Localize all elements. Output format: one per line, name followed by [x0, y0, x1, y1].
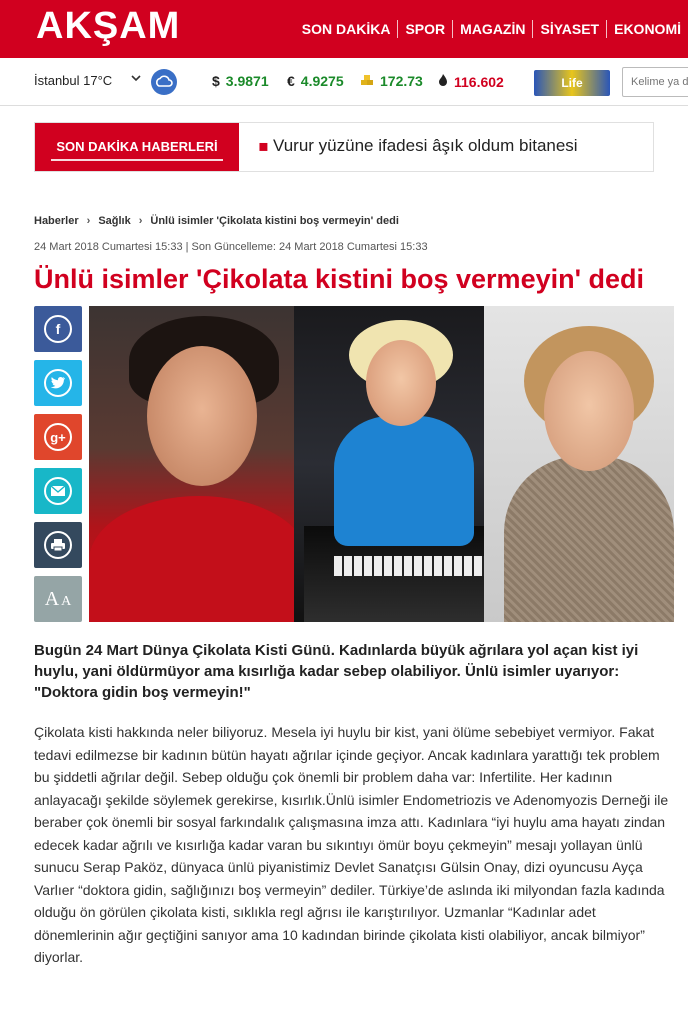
breadcrumb-saglik[interactable]: Sağlık: [98, 215, 131, 227]
article-body: Çikolata kisti hakkında neler biliyoruz. Mesela iyi huylu bir kist, yani ölüme sebebiyet vermiyor. Fakat tedavi edilmezse bir kadının bütün hayatı ağrılar içinde geçiyor. Ancak kadınlara yarattığı tek problem bu şiddetli ağrılar değil. Sebep olduğu çok önemli bir problem daha var: Infertilite. Her kadının anlayacağı şekilde söylemek gerekirse, kısırlık.Ünlü isimler Endometriozis ve Adenomyozis Derneği ile beraber çok önemli bir sosyal farkındalık çalışmasına imza attı. Kadınlara “iyi huylu ama hayatı zindan edecek kadar ağrılı ve kısırlığa kadar varan bu sıkıntıyı ömür boyu çekmeyin” mesajı yollayan ünlü sunucu Serap Paköz, dünyaca ünlü piyanistimiz Devlet Sanatçısı Gülsin Onay, dizi oyuncusu Ayça Varlıer “doktora gidin, sağlığınızı boş vermeyin” dediler. Türkiye’de aslında iki milyondan fazla kadında olduğu ön görülen çikolata kisti, sıklıkla regl ağrısı ile karıştırılıyor. Uzmanlar “Kadınlar adet dönemlerinin ağır geçtiğini sanıyor ama 10 kadından birinde çikolata kisti olabiliyor, ancak bilmiyor” diyorlar.: [34, 724, 669, 965]
share-facebook-button[interactable]: [34, 306, 82, 352]
photo-panel-middle: [294, 306, 504, 622]
share-email-button[interactable]: [34, 468, 82, 514]
nav-siyaset[interactable]: SİYASET: [532, 20, 606, 38]
nav-ekonomi[interactable]: EKONOMİ: [606, 20, 688, 38]
font-size-small: A: [61, 593, 72, 609]
breadcrumb: [34, 215, 399, 227]
share-googleplus-button[interactable]: [34, 414, 82, 460]
font-size-button[interactable]: [34, 576, 82, 622]
face-shape: [147, 346, 257, 486]
sweater-shape: [504, 456, 674, 622]
breadcrumb-current[interactable]: Ünlü isimler 'Çikolata kistini boş vermeyin' dedi: [150, 215, 399, 227]
top-header: [0, 0, 688, 58]
dollar-icon: $: [212, 73, 220, 89]
gold-icon: [360, 73, 374, 89]
bullet-icon: ▪: [258, 136, 269, 155]
article-hero-image: [89, 306, 674, 622]
breadcrumb-separator-icon: ›: [86, 215, 91, 227]
print-button[interactable]: [34, 522, 82, 568]
nav-son-dakika[interactable]: SON DAKİKA: [301, 21, 391, 37]
breaking-news-label[interactable]: SON DAKİKA HABERLERİ: [35, 123, 239, 171]
font-size-large: A: [44, 587, 60, 610]
red-dress-shape: [89, 496, 309, 622]
euro-value: 4.9275: [300, 73, 344, 89]
search-input[interactable]: [622, 67, 688, 97]
gold-value: 172.73: [380, 73, 423, 89]
article-lead: Bugün 24 Mart Dünya Çikolata Kisti Günü. Kadınlarda büyük ağrılara yol açan kist iyi huylu, yani öldürmüyor ama kısırlığa kadar sebep olabiliyor. Ünlü isimler uyarıyor: "Doktora gidin boş vermeyin!": [34, 642, 639, 701]
euro-icon: €: [287, 73, 295, 89]
bist-rate: [438, 73, 504, 90]
face-shape: [366, 340, 436, 426]
photo-panel-left: [89, 306, 319, 622]
dollar-rate: [212, 73, 269, 89]
dollar-value: 3.9871: [225, 73, 269, 89]
font-size-icon: [45, 588, 72, 611]
twitter-icon: [44, 369, 72, 397]
weather-city: İstanbul 17°C: [34, 73, 113, 88]
euro-rate: [287, 73, 344, 89]
info-bar: [0, 58, 688, 106]
gold-rate: [360, 73, 423, 89]
nav-spor[interactable]: SPOR: [397, 20, 452, 38]
life-banner[interactable]: Life: [534, 70, 610, 96]
photo-panel-right: [484, 306, 674, 622]
breaking-news-bar: [34, 122, 654, 172]
cloud-icon[interactable]: [151, 69, 177, 95]
print-icon: [44, 531, 72, 559]
main-nav: [295, 0, 688, 58]
bist-value: 116.602: [454, 74, 504, 90]
site-logo[interactable]: AKŞAM: [36, 5, 181, 47]
nav-magazin[interactable]: MAGAZİN: [452, 20, 532, 38]
breaking-news-headline[interactable]: Vurur yüzüne ifadesi âşık oldum bitanesi: [273, 136, 578, 155]
flame-icon: [438, 74, 448, 90]
email-icon: [44, 477, 72, 505]
share-twitter-button[interactable]: [34, 360, 82, 406]
facebook-icon: f: [44, 315, 72, 343]
chevron-down-icon[interactable]: [130, 72, 142, 88]
googleplus-icon: g+: [44, 423, 72, 451]
breadcrumb-separator-icon: ›: [138, 215, 143, 227]
blue-shirt-shape: [334, 416, 474, 546]
article-title: Ünlü isimler 'Çikolata kistini boş vermeyin' dedi: [34, 264, 645, 294]
breadcrumb-haberler[interactable]: Haberler: [34, 215, 79, 227]
piano-keys-shape: [334, 556, 484, 576]
face-shape: [544, 351, 634, 471]
article-dateline: 24 Mart 2018 Cumartesi 15:33 | Son Güncelleme: 24 Mart 2018 Cumartesi 15:33: [34, 241, 428, 253]
